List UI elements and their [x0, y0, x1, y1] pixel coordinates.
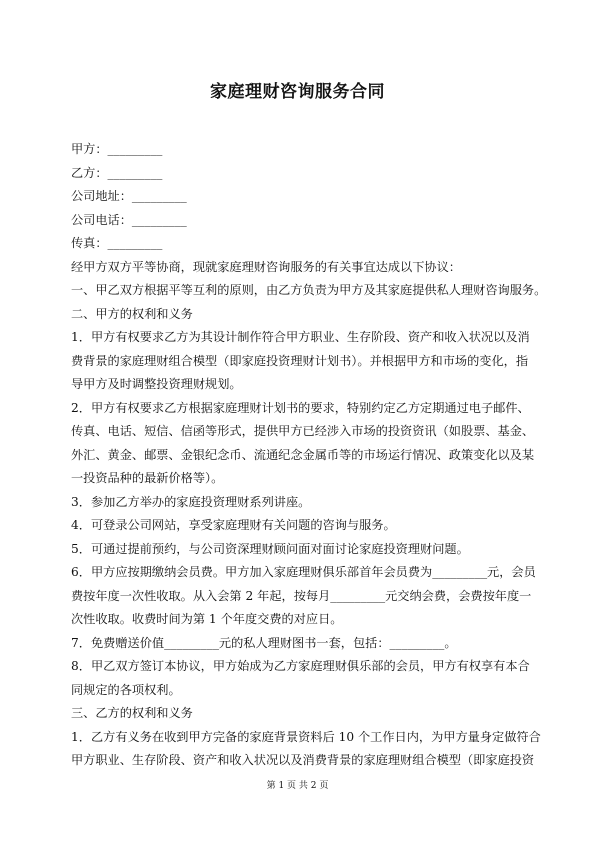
- clause-line: 8．甲乙双方签订本协议，甲方始成为乙方家庭理财俱乐部的会员，甲方有权享有本合: [71, 659, 530, 673]
- clause-line: 导甲方及时调整投资理财规划。: [71, 377, 242, 391]
- clause-line: 3．参加乙方举办的家庭投资理财系列讲座。: [71, 494, 311, 509]
- clause-line: 甲方职业、生存阶段、资产和收入状况以及消费背景的家庭理财组合模型（即家庭投资: [71, 753, 535, 767]
- clause-line: 1．甲方有权要求乙方为其设计制作符合甲方职业、生存阶段、资产和收入状况以及消: [71, 330, 530, 344]
- clause-line: 6．甲方应按期缴纳会员费。甲方加入家庭理财俱乐部首年会员费为_________元，会员: [71, 565, 536, 579]
- clause-line: 2．甲方有权要求乙方根据家庭理财计划书的要求，特别约定乙方定期通过电子邮件、: [71, 400, 530, 415]
- clause-line: 外汇、黄金、邮票、金银纪念币、流通纪念金属币等的市场运行情况、政策变化以及某: [71, 447, 535, 462]
- clause-line: 1．乙方有义务在收到甲方完备的家庭背景资料后 10 个工作日内，为甲方量身定做符合: [71, 729, 541, 744]
- document-title: 家庭理财咨询服务合同: [210, 82, 385, 102]
- clause-line: 同规定的各项权利。: [71, 682, 181, 697]
- clause-line: 次性收取。收费时间为第 1 个年度交费的对应日。: [71, 612, 343, 626]
- section-heading-party-b: 三、乙方的权利和义务: [71, 706, 193, 720]
- field-party-a: 甲方：_________: [71, 142, 163, 156]
- clause-line: 费背景的家庭理财组合模型（即家庭投资理财计划书）。并根据甲方和市场的变化，指: [71, 353, 529, 368]
- field-fax: 传真：_________: [71, 236, 163, 250]
- field-party-b: 乙方：_________: [71, 165, 163, 180]
- document-body: [71, 138, 547, 773]
- section-heading-party-a: 二、甲方的权利和义务: [71, 306, 193, 321]
- field-company-phone: 公司电话：_________: [71, 212, 187, 227]
- clause-line: 5．可通过提前预约，与公司资深理财顾问面对面讨论家庭投资理财问题。: [71, 541, 469, 556]
- clause-line: 一投资品种的最新价格等）。: [71, 471, 224, 485]
- clause-line: 费按年度一次性收取。从入会第 2 年起，按每月_________元交纳会费，会费按年度一: [71, 588, 532, 603]
- clause-line: 传真、电话、短信、信函等形式，提供甲方已经涉入市场的投资资讯（如股票、基金、: [71, 424, 535, 438]
- intro-line: 经甲方双方平等协商，现就家庭理财咨询服务的有关事宜达成以下协议：: [71, 259, 461, 274]
- clause-line: 7．免费赠送价值_________元的私人理财图书一套，包括：_________。: [71, 635, 457, 650]
- clause-line: 4．可登录公司网站，享受家庭理财有关问题的咨询与服务。: [71, 518, 396, 532]
- page-number-footer: 第 1 页 共 2 页: [266, 781, 329, 791]
- section-1-line: 一、甲乙双方根据平等互利的原则，由乙方负责为甲方及其家庭提供私人理财咨询服务。: [71, 283, 547, 297]
- field-company-address: 公司地址：_________: [71, 189, 187, 203]
